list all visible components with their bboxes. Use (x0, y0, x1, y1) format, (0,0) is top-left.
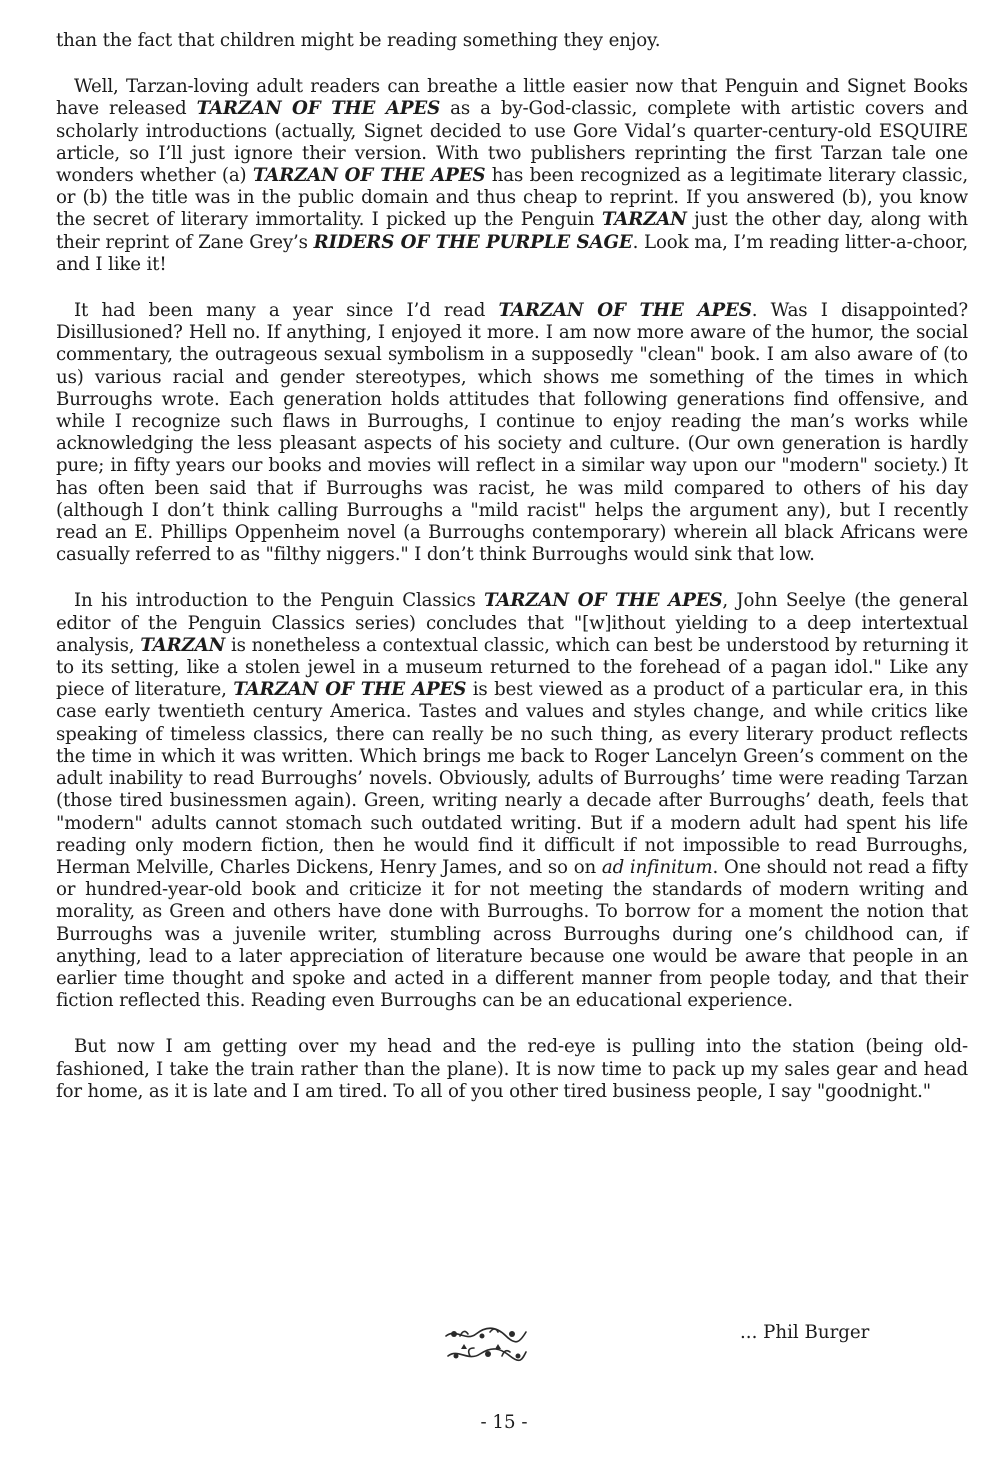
paragraph-text: has been recognized as a legitimate literary classic, or (b) the title was in the public domain and thus cheap to reprint. If you answered (b), you know the secret of literary immortality. I picked up the Penguin (56, 165, 968, 231)
paragraph-text: , John Seelye (the general editor of the Penguin Classics series) concludes that "[w]ithout yielding to a deep intertextual analysis, (56, 590, 968, 656)
paragraph-text: . One should not read a fifty or hundred-year-old book and criticize it for not meeting the standards of modern writing and morality, as Green and others have done with Burroughs. To borrow for a moment the notion that Burroughs was a juvenile writer, stumbling across Burroughs during one’s childhood can, if anything, lead to a later appreciation of literature because one would be aware that people in an earlier time thought and spoke and acted in a different manner from people today, and that their fiction reflected this. Reading even Burroughs can be an educational experience. (56, 856, 968, 1012)
book-title: RIDERS OF THE PURPLE SAGE (313, 231, 633, 253)
paragraph-text: In his introduction to the Penguin Classics (74, 590, 485, 612)
paragraph-2 (56, 76, 968, 276)
paragraph-text: as a by-God-classic, complete with artistic covers and scholarly introductions (actually, Signet decided to use Gore Vidal’s quarter-century-old ESQUIRE article, so I’ll just ignore their version. With two publishers reprinting the first Tarzan tale one wonders whether (a) (56, 98, 968, 187)
paragraph-text: is nonetheless a contextual classic, which can best be understood by returning it to its setting, like a stolen jewel in a museum returned to the forehead of a pagan idol." Like any piece of literature, (56, 634, 968, 701)
paragraph-text: But now I am getting over my head and the red-eye is pulling into the station (being old-fashioned, I take the train rather than the plane). It is now time to pack up my sales gear and head for home, as it is late and I am tired. To all of you other tired business people, I say "goodnight." (56, 1036, 968, 1102)
book-title: TARZAN OF THE APES (484, 590, 723, 612)
book-title: TARZAN OF THE APES (498, 300, 752, 322)
book-title: TARZAN OF THE APES (233, 679, 467, 701)
paragraph-text: just the other day, along with their reprint of Zane Grey’s (56, 209, 968, 253)
paragraph-text: than the fact that children might be reading something they enjoy. (56, 30, 661, 51)
page-number: - 15 - (480, 1412, 528, 1433)
book-title: TARZAN (140, 634, 226, 656)
paragraph-5 (56, 1036, 968, 1103)
paragraph-3 (56, 300, 968, 566)
vine-flourish-ornament-icon (440, 1322, 530, 1368)
paragraph-text: Well, Tarzan-loving adult readers can breathe a little easier now that Penguin and Signet Books have released (56, 76, 968, 120)
paragraph-4 (56, 590, 968, 1012)
book-title: TARZAN OF THE APES (252, 165, 486, 187)
paragraph-text: . Was I disappointed? Disillusioned? Hell no. If anything, I enjoyed it more. I am now more aware of the humor, the social commentary, the outrageous sexual symbolism in a supposedly "clean" book. I am also aware of (to us) various racial and gender stereotypes, which shows me something of the times in which Burroughs wrote. Each generation holds attitudes that following generations find offensive, and while I recognize such flaws in Burroughs, I continue to enjoy reading the man’s works while acknowledging the less pleasant aspects of his society and culture. (Our own generation is hardly pure; in fifty years our books and movies will reflect in a similar way upon our "modern" society.) It has often been said that if Burroughs was racist, he was mild compared to others of his day (although I don’t think calling Burroughs a "mild racist" helps the argument any), but I recently read an E. Phillips Oppenheim novel (a Burroughs contemporary) wherein all black Africans were casually referred to as "filthy niggers." I don’t think Burroughs would sink that low. (56, 300, 968, 566)
paragraph-text: . Look ma, I’m reading litter-a-choor, and I like it! (56, 231, 968, 275)
paragraph-1 (56, 30, 968, 52)
book-title: TARZAN OF THE APES (196, 98, 441, 120)
article-body (56, 30, 968, 1127)
author-signature: ... Phil Burger (740, 1322, 870, 1343)
book-title: TARZAN (601, 209, 687, 231)
paragraph-text: It had been many a year since I’d read (74, 300, 499, 322)
latin-phrase: ad infinitum (601, 856, 713, 878)
paragraph-text: is best viewed as a product of a particular era, in this case early twentieth century America. Tastes and values and styles change, and while critics like speaking of timeless classics, there can really be no such thing, as every literary product reflects the time in which it was written. Which brings me back to Roger Lancelyn Green’s comment on the adult inability to read Burroughs’ novels. Obviously, adults of Burroughs’ time were reading Tarzan (those tired businessmen again). Green, writing nearly a decade after Burroughs’ death, feels that "modern" adults cannot stomach such outdated writing. But if a modern adult had spent his life reading only modern fiction, then he would find it difficult if not impossible to read Burroughs, Herman Melville, Charles Dickens, Henry James, and so on (56, 679, 968, 878)
